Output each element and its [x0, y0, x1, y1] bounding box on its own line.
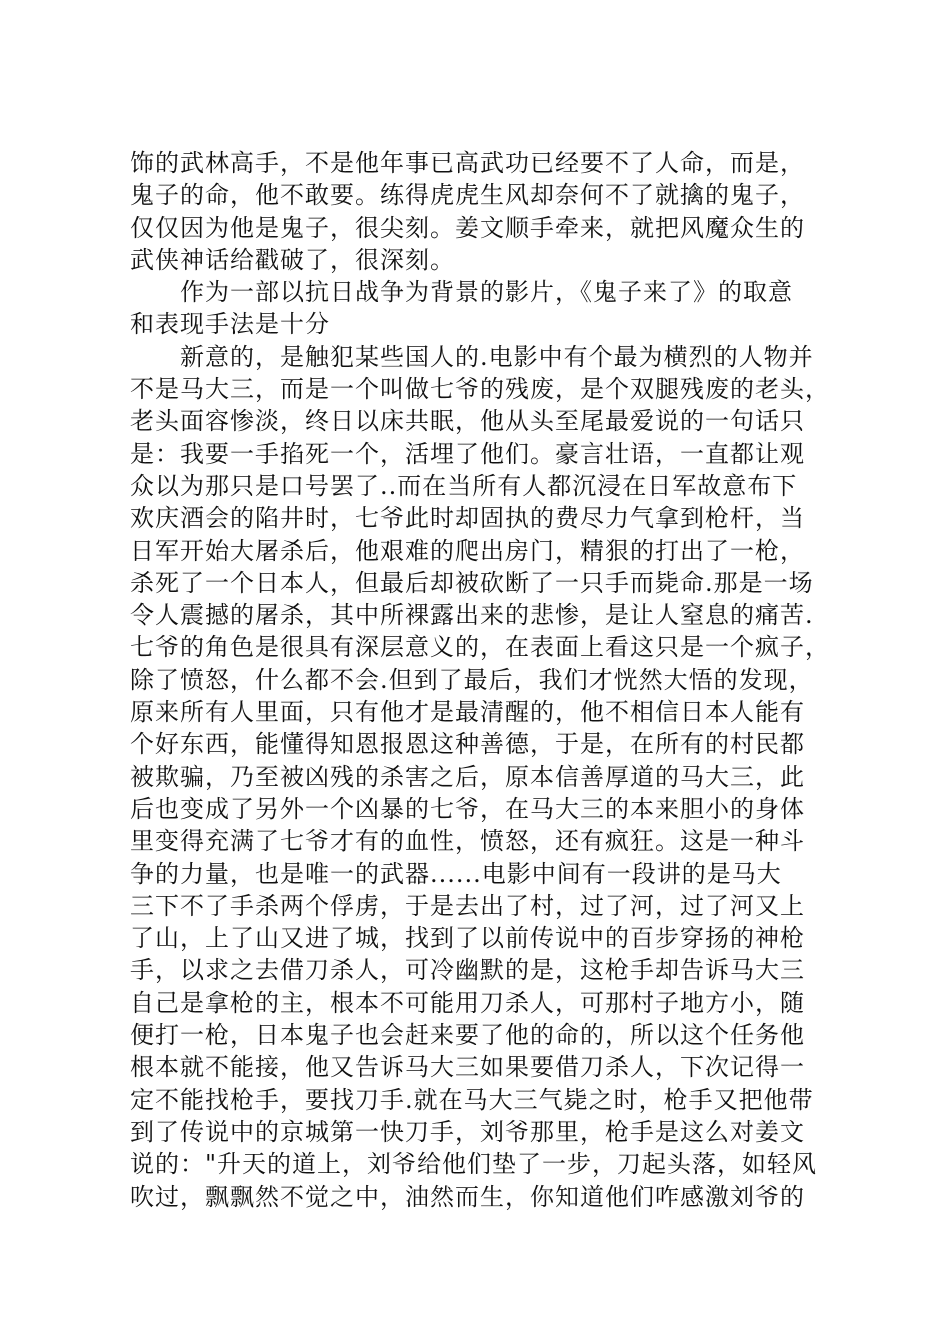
- text-line: 作为一部以抗日战争为背景的影片，《鬼子来了》的取意: [130, 278, 793, 307]
- text-line: 是：我要一手掐死一个，活埋了他们。豪言壮语，一直都让观: [130, 439, 805, 468]
- text-line: 除了愤怒，什么都不会.但到了最后，我们才恍然大悟的发现，: [130, 665, 814, 694]
- text-line: 和表现手法是十分: [130, 310, 330, 339]
- text-line: 说的："升天的道上，刘爷给他们垫了一步，刀起头落，如轻风: [130, 1150, 818, 1179]
- text-line: 到了传说中的京城第一快刀手，刘爷那里，枪手是这么对姜文: [130, 1117, 805, 1146]
- text-line: 便打一枪，日本鬼子也会赶来要了他的命的，所以这个任务他: [130, 1021, 805, 1050]
- text-line: 里变得充满了七爷才有的血性，愤怒，还有疯狂。这是一种斗: [130, 827, 805, 856]
- text-line: 杀死了一个日本人，但最后却被砍断了一只手而毙命.那是一场: [130, 568, 814, 597]
- text-line: 后也变成了另外一个凶暴的七爷，在马大三的本来胆小的身体: [130, 794, 805, 823]
- text-line: 老头面容惨淡，终日以床共眠，他从头至尾最爱说的一句话只: [130, 407, 805, 436]
- text-line: 七爷的角色是很具有深层意义的，在表面上看这只是一个疯子，: [130, 633, 830, 662]
- text-line: 新意的，是触犯某些国人的.电影中有个最为横烈的人物并: [130, 342, 814, 371]
- text-line: 手，以求之去借刀杀人，可冷幽默的是，这枪手却告诉马大三: [130, 956, 805, 985]
- text-line: 欢庆酒会的陷井时，七爷此时却固执的费尽力气拿到枪杆，当: [130, 504, 805, 533]
- text-line: 三下不了手杀两个俘虏，于是去出了村，过了河，过了河又上: [130, 891, 805, 920]
- text-line: 仅仅因为他是鬼子，很尖刻。姜文顺手牵来，就把风魔众生的: [130, 213, 805, 242]
- text-line: 定不能找枪手，要找刀手.就在马大三气毙之时，枪手又把他带: [130, 1085, 814, 1114]
- text-line: 个好东西，能懂得知恩报恩这种善德，于是，在所有的村民都: [130, 730, 805, 759]
- text-line: 众以为那只是口号罢了..而在当所有人都沉浸在日军故意布下: [130, 471, 798, 500]
- text-line: 武侠神话给戳破了，很深刻。: [130, 245, 455, 274]
- text-line: 吹过，飘飘然不觉之中，油然而生，你知道他们咋感激刘爷的: [130, 1182, 805, 1211]
- text-line: 根本就不能接，他又告诉马大三如果要借刀杀人，下次记得一: [130, 1053, 805, 1082]
- body-text: [130, 147, 830, 1213]
- text-line: 自己是拿枪的主，根本不可能用刀杀人，可那村子地方小，随: [130, 988, 805, 1017]
- text-line: 原来所有人里面，只有他才是最清醒的，他不相信日本人能有: [130, 698, 805, 727]
- text-line: 饰的武林高手，不是他年事已高武功已经要不了人命，而是，: [130, 149, 805, 177]
- text-line: 不是马大三，而是一个叫做七爷的残废，是个双腿残废的老头，: [130, 375, 830, 404]
- text-line: 日军开始大屠杀后，他艰难的爬出房门，精狠的打出了一枪，: [130, 536, 805, 565]
- text-line: 被欺骗，乃至被凶残的杀害之后，原本信善厚道的马大三，此: [130, 762, 805, 791]
- text-line: 争的力量，也是唯一的武器......电影中间有一段讲的是马大: [130, 859, 782, 888]
- text-line: 了山，上了山又进了城，找到了以前传说中的百步穿扬的神枪: [130, 924, 805, 953]
- text-line: 令人震撼的屠杀，其中所裸露出来的悲惨，是让人窒息的痛苦.: [130, 601, 814, 630]
- text-line: 鬼子的命，他不敢要。练得虎虎生风却奈何不了就擒的鬼子，: [130, 181, 805, 210]
